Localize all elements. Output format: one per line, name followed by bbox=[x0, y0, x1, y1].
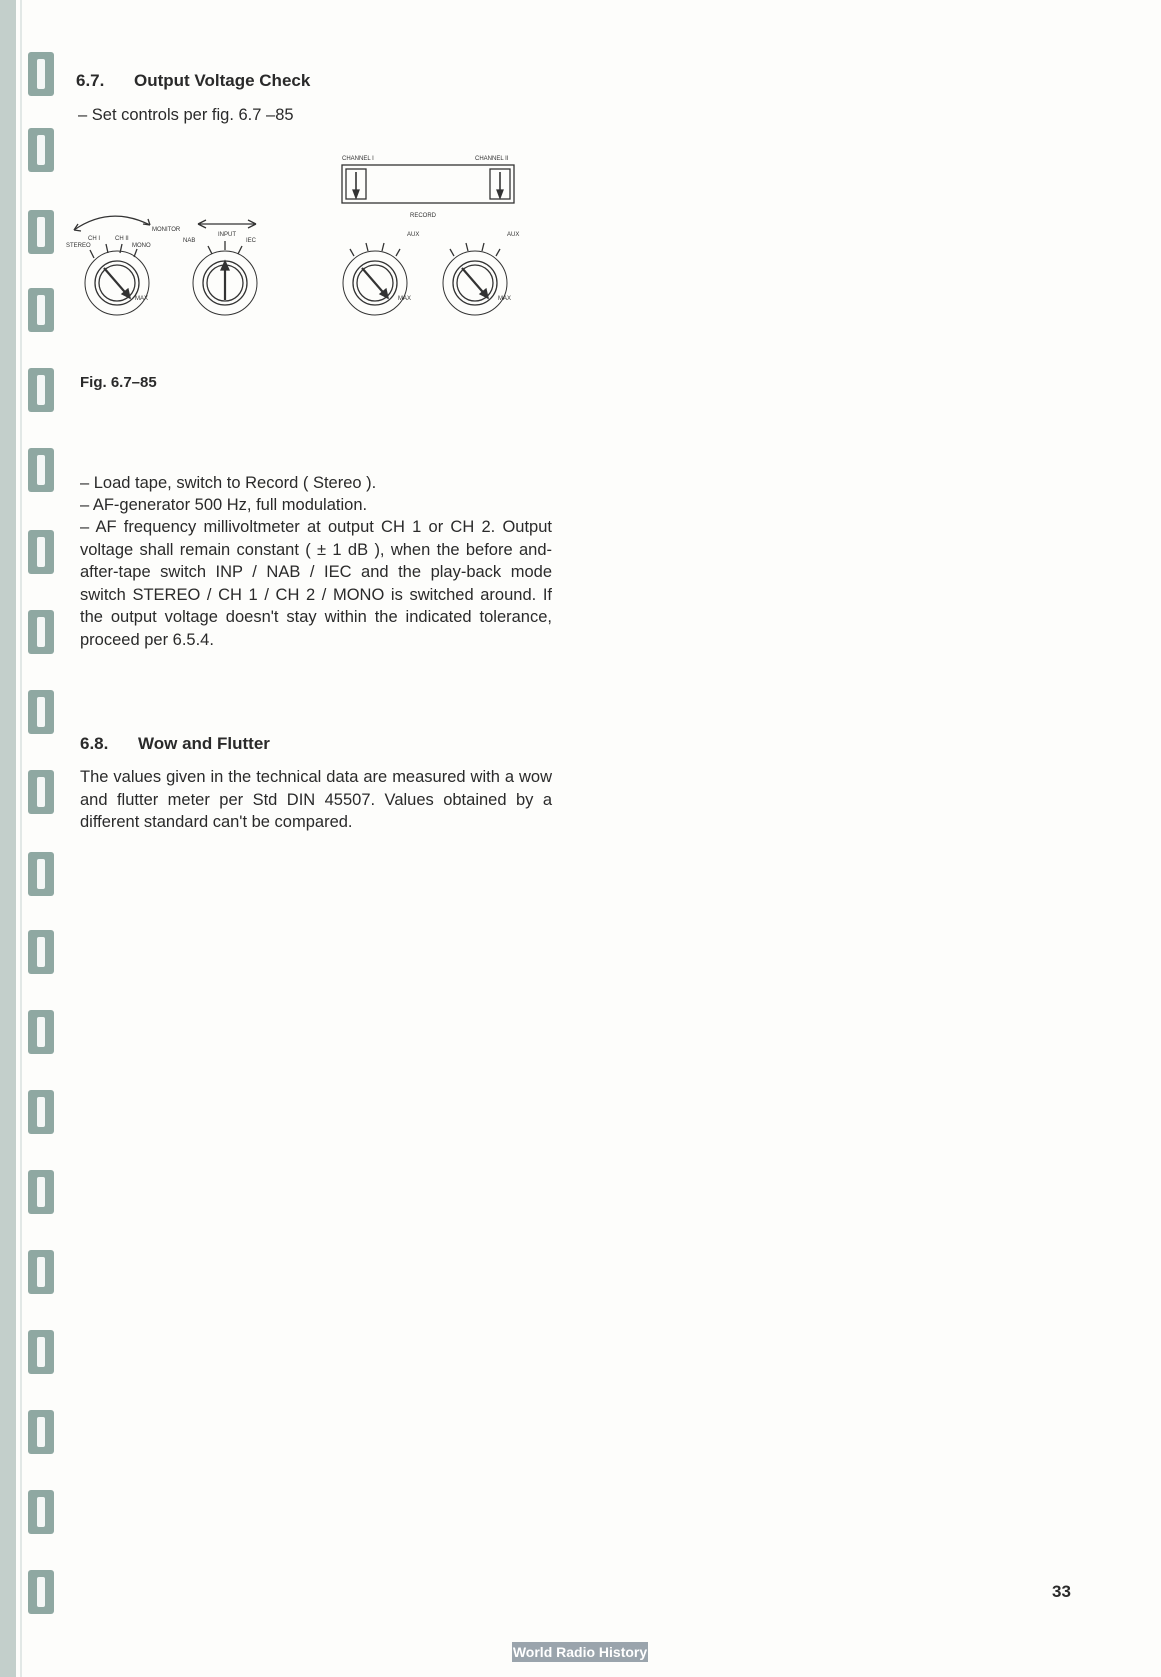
figure-controls-diagram bbox=[60, 150, 580, 330]
vu-meter-frame bbox=[342, 165, 514, 203]
procedure-step: – AF frequency millivoltmeter at output CH 1 or CH 2. Output voltage shall remain constant ( ± 1 dB ), when the before and-after-tape switch INP / NAB / IEC and the play-back mode switch STEREO / CH 1 / CH 2 / MONO is switched around. If the output voltage doesn't stay within the indicated tolerance, proceed per 6.5.4. bbox=[80, 518, 552, 649]
binder-strip bbox=[0, 0, 16, 1677]
binder-hole bbox=[28, 1170, 54, 1214]
procedure-step: – Load tape, switch to Record ( Stereo ). bbox=[80, 474, 377, 492]
binder-hole bbox=[28, 1010, 54, 1054]
label-stereo: STEREO bbox=[66, 243, 91, 249]
binder-hole bbox=[28, 368, 54, 412]
binder-hole bbox=[28, 1570, 54, 1614]
binder-hole bbox=[28, 288, 54, 332]
binder-hole bbox=[28, 448, 54, 492]
figure-caption: Fig. 6.7–85 bbox=[80, 374, 157, 391]
label-iec: IEC bbox=[246, 238, 257, 244]
section-title: Wow and Flutter bbox=[138, 734, 270, 753]
binder-hole bbox=[28, 52, 54, 96]
label-channel-left: CHANNEL I bbox=[342, 156, 374, 162]
binder-hole bbox=[28, 1490, 54, 1534]
binder-hole bbox=[28, 690, 54, 734]
footer-watermark: World Radio History bbox=[512, 1644, 648, 1660]
record-left-knob bbox=[343, 243, 407, 315]
binder-hole bbox=[28, 852, 54, 896]
label-input: INPUT bbox=[218, 232, 236, 238]
binder-hole bbox=[28, 128, 54, 172]
binder-hole bbox=[28, 930, 54, 974]
label-monitor: MONITOR bbox=[152, 227, 181, 233]
section-body: The values given in the technical data are measured with a wow and flutter meter per Std DIN 45507. Values obtained by a different standard can't be compared. bbox=[80, 768, 552, 831]
binder-hole bbox=[28, 1250, 54, 1294]
record-right-knob bbox=[443, 243, 507, 315]
label-ch1: CH I bbox=[88, 236, 100, 242]
input-knob bbox=[193, 241, 257, 315]
label-max-2: MAX bbox=[398, 296, 412, 302]
binder-hole bbox=[28, 530, 54, 574]
label-record: RECORD bbox=[410, 213, 437, 219]
label-aux-right: AUX bbox=[507, 232, 520, 238]
label-max-1: MAX bbox=[135, 296, 149, 302]
label-mono: MONO bbox=[132, 243, 151, 249]
set-controls-step: – Set controls per fig. 6.7 –85 bbox=[78, 106, 294, 124]
monitor-knob bbox=[85, 244, 149, 315]
label-nab: NAB bbox=[183, 238, 196, 244]
section-title: Output Voltage Check bbox=[134, 71, 311, 90]
label-ch2: CH II bbox=[115, 236, 129, 242]
binder-hole bbox=[28, 1330, 54, 1374]
binder-hole bbox=[28, 610, 54, 654]
page-number: 33 bbox=[1052, 1582, 1071, 1601]
section-number: 6.8. bbox=[80, 734, 109, 753]
section-heading-6-7 bbox=[76, 70, 310, 92]
binder-hole bbox=[28, 1410, 54, 1454]
binder-hole bbox=[28, 1090, 54, 1134]
label-max-3: MAX bbox=[498, 296, 512, 302]
binder-hole bbox=[28, 770, 54, 814]
section-heading-6-8 bbox=[80, 733, 270, 755]
binder-hole bbox=[28, 210, 54, 254]
monitor-arc bbox=[74, 216, 150, 230]
label-channel-right: CHANNEL II bbox=[475, 156, 509, 162]
section-number: 6.7. bbox=[76, 71, 105, 90]
binder-line bbox=[20, 0, 22, 1677]
label-aux-left: AUX bbox=[407, 232, 420, 238]
procedure-step: – AF-generator 500 Hz, full modulation. bbox=[80, 496, 368, 514]
